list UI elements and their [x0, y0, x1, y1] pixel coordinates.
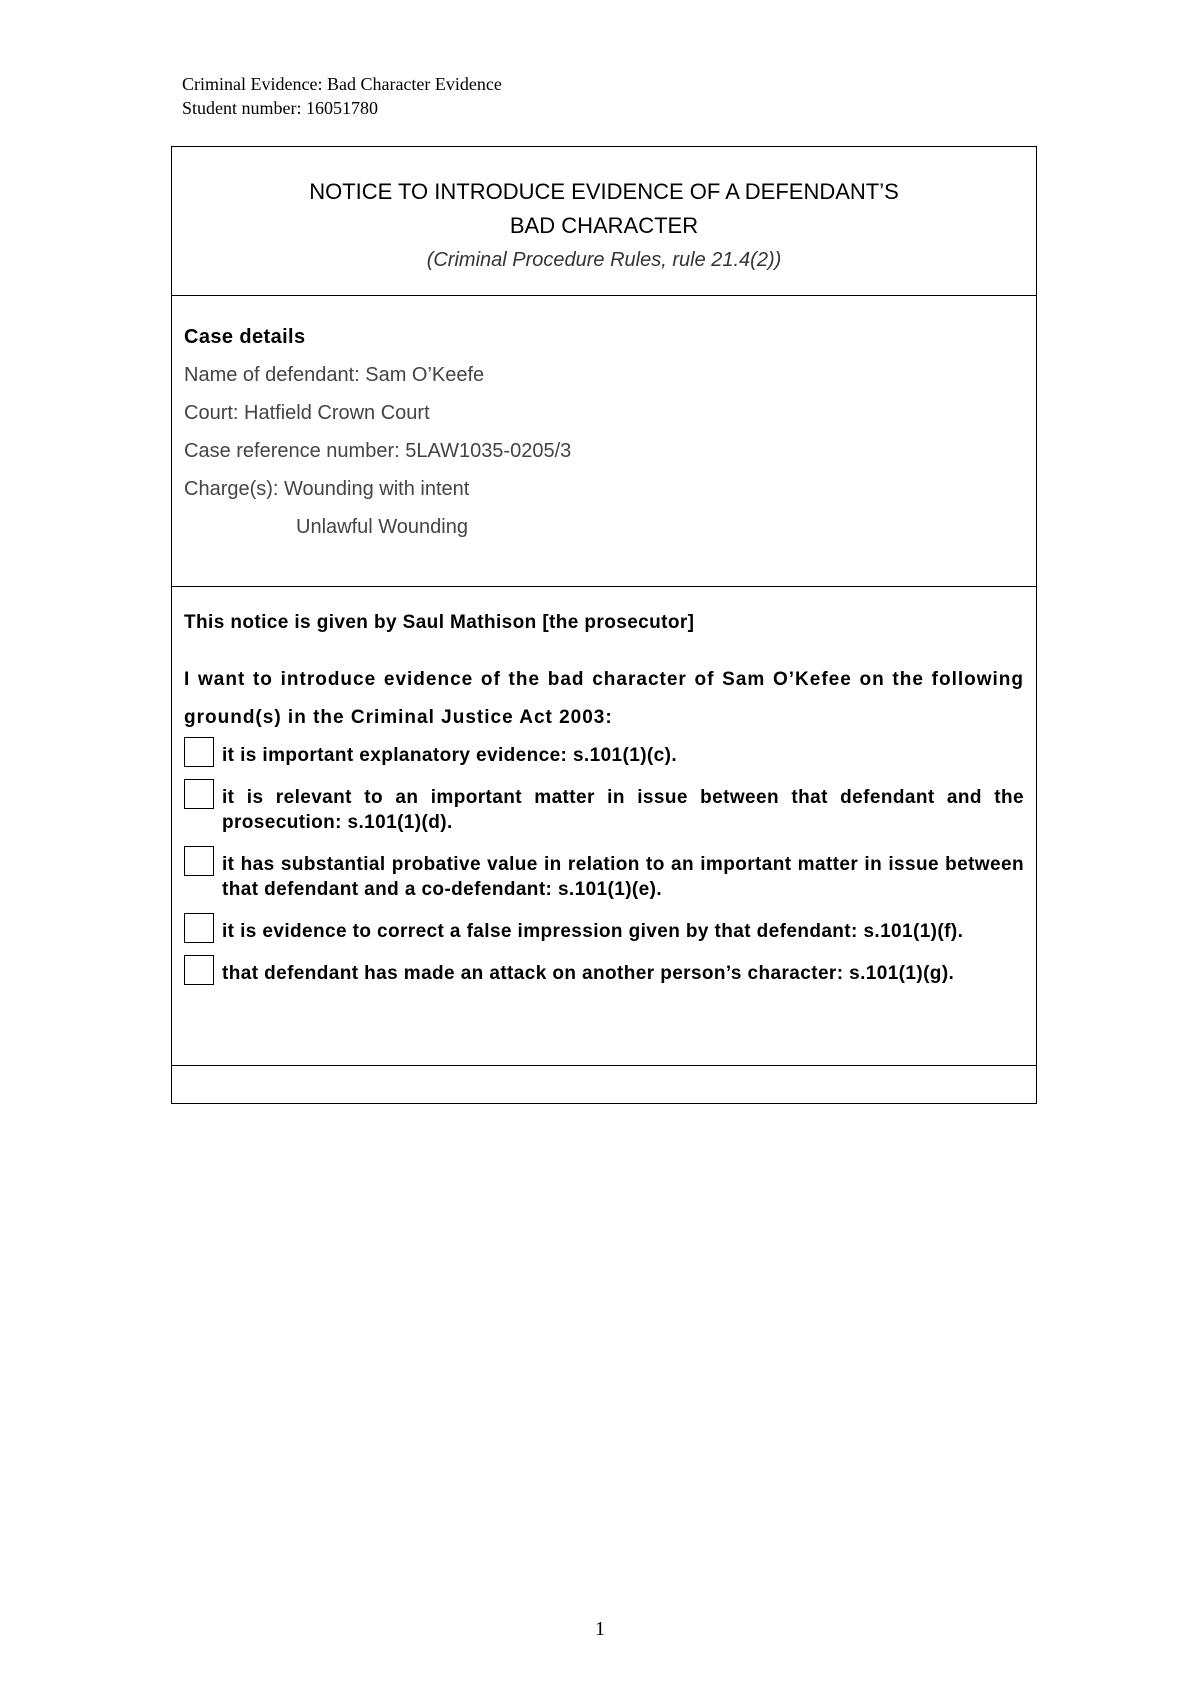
page-number: 1 [595, 1618, 605, 1640]
form-title-line-2: BAD CHARACTER [509, 213, 699, 238]
ground-text: it is important explanatory evidence: s.101(1)(c). [222, 745, 678, 766]
notice-grounds-section [172, 587, 1036, 1066]
ground-checkbox-c[interactable] [184, 737, 214, 767]
charge-secondary: Unlawful Wounding [296, 516, 468, 538]
charge-primary: Charge(s): Wounding with intent [184, 478, 470, 500]
ground-item [184, 743, 1024, 768]
defendant-name: Name of defendant: Sam O’Keefe [184, 364, 485, 386]
notice-intro: I want to introduce evidence of the bad character of Sam O’Kefee on the following ground(s) in the Criminal Justice Act 2003: [184, 669, 1024, 728]
notice-given-by: This notice is given by Saul Mathison [the prosecutor] [184, 612, 695, 633]
ground-text: that defendant has made an attack on another person’s character: s.101(1)(g). [222, 963, 955, 984]
ground-checkbox-f[interactable] [184, 913, 214, 943]
form-title-section [172, 147, 1036, 296]
header-student-number: Student number: 16051780 [182, 98, 378, 118]
notice-form [171, 146, 1037, 1104]
ground-item [184, 785, 1024, 835]
ground-checkbox-g[interactable] [184, 955, 214, 985]
ground-text: it is relevant to an important matter in issue between that defendant and the prosecution: s.101(1)(d). [222, 787, 1024, 833]
case-reference: Case reference number: 5LAW1035-0205/3 [184, 440, 572, 462]
ground-checkbox-e[interactable] [184, 846, 214, 876]
case-details-heading: Case details [184, 326, 306, 348]
ground-text: it has substantial probative value in relation to an important matter in issue between that defendant and a co-defendant: s.101(1)(e). [222, 854, 1024, 900]
empty-form-row [172, 1066, 1036, 1103]
form-title-line-1: NOTICE TO INTRODUCE EVIDENCE OF A DEFENDANT’S [309, 179, 899, 204]
ground-text: it is evidence to correct a false impression given by that defendant: s.101(1)(f). [222, 921, 964, 942]
ground-item [184, 852, 1024, 902]
ground-checkbox-d[interactable] [184, 779, 214, 809]
ground-item [184, 919, 1024, 944]
document-header [182, 72, 502, 120]
form-subtitle: (Criminal Procedure Rules, rule 21.4(2)) [426, 249, 782, 271]
ground-item [184, 961, 1024, 986]
case-details-section [172, 296, 1036, 587]
header-course-title: Criminal Evidence: Bad Character Evidence [182, 74, 502, 94]
court-name: Court: Hatfield Crown Court [184, 402, 430, 424]
